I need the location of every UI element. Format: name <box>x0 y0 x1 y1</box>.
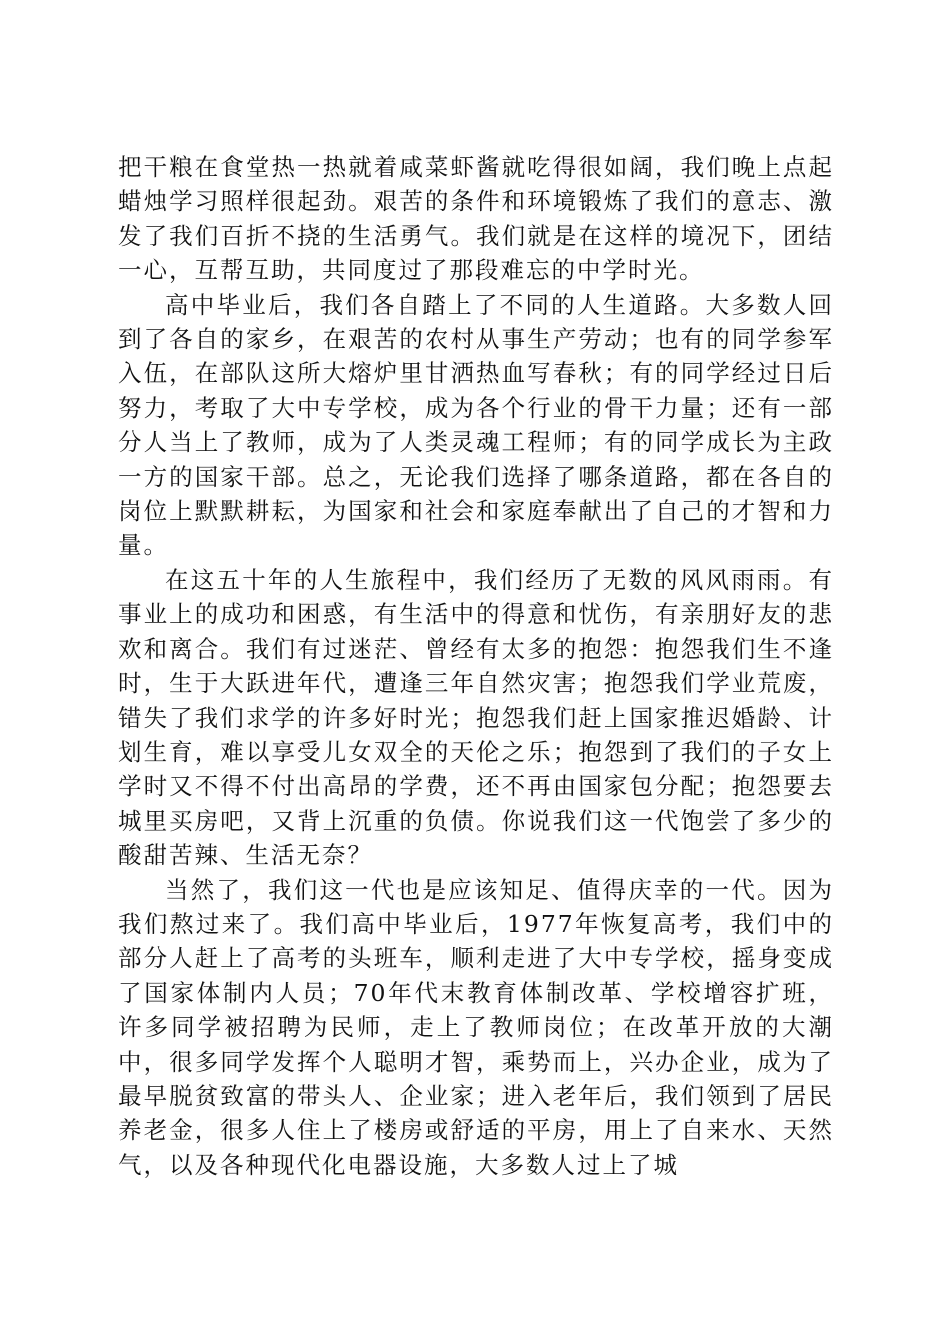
paragraph-2: 高中毕业后，我们各自踏上了不同的人生道路。大多数人回到了各自的家乡，在艰苦的农村从事生产劳动；也有的同学参军入伍，在部队这所大熔炉里甘洒热血写春秋；有的同学经过日后努力，考取了大中专学校，成为各个行业的骨干力量；还有一部分人当上了教师，成为了人类灵魂工程师；有的同学成长为主政一方的国家干部。总之，无论我们选择了哪条道路，都在各自的岗位上默默耕耘，为国家和社会和家庭奉献出了自己的才智和力量。 <box>118 290 834 560</box>
document-body <box>118 150 834 1182</box>
paragraph-1: 把干粮在食堂热一热就着咸菜虾酱就吃得很如阔，我们晚上点起蜡烛学习照样很起劲。艰苦的条件和环境锻炼了我们的意志、激发了我们百折不挠的生活勇气。我们就是在这样的境况下，团结一心，互帮互助，共同度过了那段难忘的中学时光。 <box>118 153 834 285</box>
paragraph-4: 当然了，我们这一代也是应该知足、值得庆幸的一代。因为我们熬过来了。我们高中毕业后，1977年恢复高考，我们中的部分人赶上了高考的头班车，顺利走进了大中专学校，摇身变成了国家体制内人员；70年代末教育体制改革、学校增容扩班，许多同学被招聘为民师，走上了教师岗位；在改革开放的大潮中，很多同学发挥个人聪明才智，乘势而上，兴办企业，成为了最早脱贫致富的带头人、企业家；进入老年后，我们领到了居民养老金，很多人住上了楼房或舒适的平房，用上了自来水、天然气，以及各种现代化电器设施，大多数人过上了城 <box>118 875 834 1179</box>
paragraph-3: 在这五十年的人生旅程中，我们经历了无数的风风雨雨。有事业上的成功和困惑，有生活中的得意和忧伤，有亲朋好友的悲欢和离合。我们有过迷茫、曾经有太多的抱怨：抱怨我们生不逢时，生于大跃进年代，遭逢三年自然灾害；抱怨我们学业荒废，错失了我们求学的许多好时光；抱怨我们赶上国家推迟婚龄、计划生育，难以享受儿女双全的天伦之乐；抱怨到了我们的子女上学时又不得不付出高昂的学费，还不再由国家包分配；抱怨要去城里买房吧，又背上沉重的负债。你说我们这一代饱尝了多少的酸甜苦辣、生活无奈？ <box>118 565 834 870</box>
